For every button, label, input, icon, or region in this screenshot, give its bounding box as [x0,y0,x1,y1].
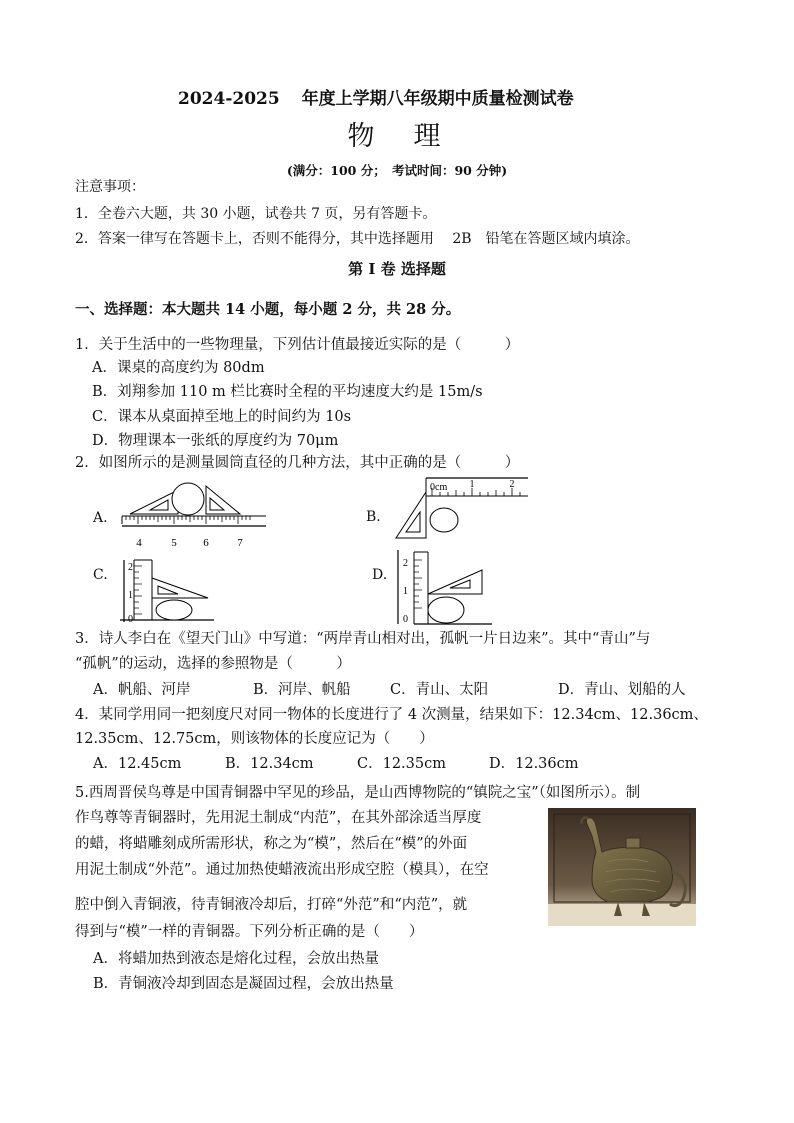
q3-option-c: C．青山、太阳 [390,682,489,698]
q1-option-d: D．物理课本一张纸的厚度约为 70μm [92,433,339,449]
q1-stem: 1．关于生活中的一些物理量，下列估计值最接近实际的是（ ） [75,337,520,353]
q3-option-d: D．青山、划船的人 [558,682,686,698]
exam-title-text: 年度上学期八年级期中质量检测试卷 [301,89,574,109]
note-item-1: 1．全卷六大题，共 30 小题，试卷共 7 页，另有答题卡。 [75,206,437,222]
q5-line-4: 用泥土制成“外范”。通过加热使蜡液流出形成空腔（模具），在空 [75,862,489,878]
fig-a-tick-7: 7 [237,537,243,549]
q1-option-c: C．课本从桌面掉至地上的时间约为 10s [92,409,352,425]
fig-b-tick-0: 0cm [430,482,448,493]
q4-stem-line1: 4．某同学用同一把刻度尺对同一物体的长度进行了 4 次测量，结果如下：12.34cm、12.36cm、 [75,707,708,723]
fig-d-tick-0: 0 [403,614,408,625]
subject-title: 物 理 [347,121,447,152]
fig-c-tick-1: 1 [128,590,133,601]
q2-figure-d [394,548,494,626]
q5-line-2: 作鸟尊等青铜器时，先用泥土制成“内范”，在其外部涂适当厚度 [75,810,482,826]
q4-option-c: C．12.35cm [357,756,446,772]
q4-option-b: B．12.34cm [225,756,314,772]
q2-label-a: A. [93,510,108,526]
part-title: 第 I 卷 选择题 [348,260,446,278]
q2-label-d: D. [372,567,388,583]
fig-c-tick-0: 0 [128,614,133,624]
fig-a-tick-6: 6 [203,537,209,549]
q2-label-c: C. [93,567,108,583]
q3-stem-line1: 3．诗人李白在《望天门山》中写道：“两岸青山相对出，孤帆一片日边来”。其中“青山”与 [75,631,651,647]
fig-d-tick-1: 1 [403,586,408,597]
q5-line-1: 5.西周晋侯鸟尊是中国青铜器中罕见的珍品，是山西博物院的“镇院之宝”（如图所示）。制 [75,785,641,801]
fig-c-tick-2: 2 [128,562,133,573]
fig-d-tick-2: 2 [403,558,408,569]
fig-b-tick-2: 2 [509,479,515,490]
q4-option-a: A．12.45cm [93,756,182,772]
fig-b-tick-1: 1 [469,479,475,490]
q5-line-3: 的蜡，将蜡雕刻成所需形状，称之为“模”，然后在“模”的外面 [75,836,468,852]
bronze-bird-zun-photo [548,808,696,926]
q2-label-b: B. [366,509,381,525]
q1-option-a: A．课桌的高度约为 80dm [92,360,265,376]
section-title: 一、选择题：本大题共 14 小题，每小题 2 分，共 28 分。 [75,301,461,318]
q1-option-b: B．刘翔参加 110 m 栏比赛时全程的平均速度大约是 15m/s [92,384,483,400]
q2-stem: 2．如图所示的是测量圆筒直径的几种方法，其中正确的是（ ） [75,455,520,471]
exam-title [178,84,574,109]
q3-option-a: A．帆船、河岸 [93,682,191,698]
exam-year: 2024-2025 [178,89,280,109]
notes-label: 注意事项： [75,179,145,195]
q4-stem-line2: 12.35cm、12.75cm，则该物体的长度应记为（ ） [75,731,434,747]
q2-figure-b [392,474,532,544]
q5-line-6: 得到与“模”一样的青铜器。下列分析正确的是（ ） [75,924,424,940]
q3-option-b: B．河岸、帆船 [253,682,351,698]
q5-line-5: 腔中倒入青铜液，待青铜液冷却后，打碎“外范”和“内范”，就 [75,897,468,913]
exam-meta: (满分：100 分； 考试时间：90 分钟) [286,163,508,178]
q2-figure-c [118,556,218,624]
q5-option-a: A．将蜡加热到液态是熔化过程，会放出热量 [93,951,379,967]
fig-a-tick-5: 5 [171,537,177,549]
q3-stem-line2: “孤帆”的运动，选择的参照物是（ ） [75,656,351,672]
q5-option-b: B．青铜液冷却到固态是凝固过程，会放出热量 [93,976,394,992]
fig-a-tick-4: 4 [136,537,142,549]
note-item-2: 2．答案一律写在答题卡上，否则不能得分，其中选择题用 2B 铅笔在答题区域内填涂。 [75,231,640,247]
q4-option-d: D．12.36cm [489,756,579,772]
q2-figure-a [120,478,268,552]
